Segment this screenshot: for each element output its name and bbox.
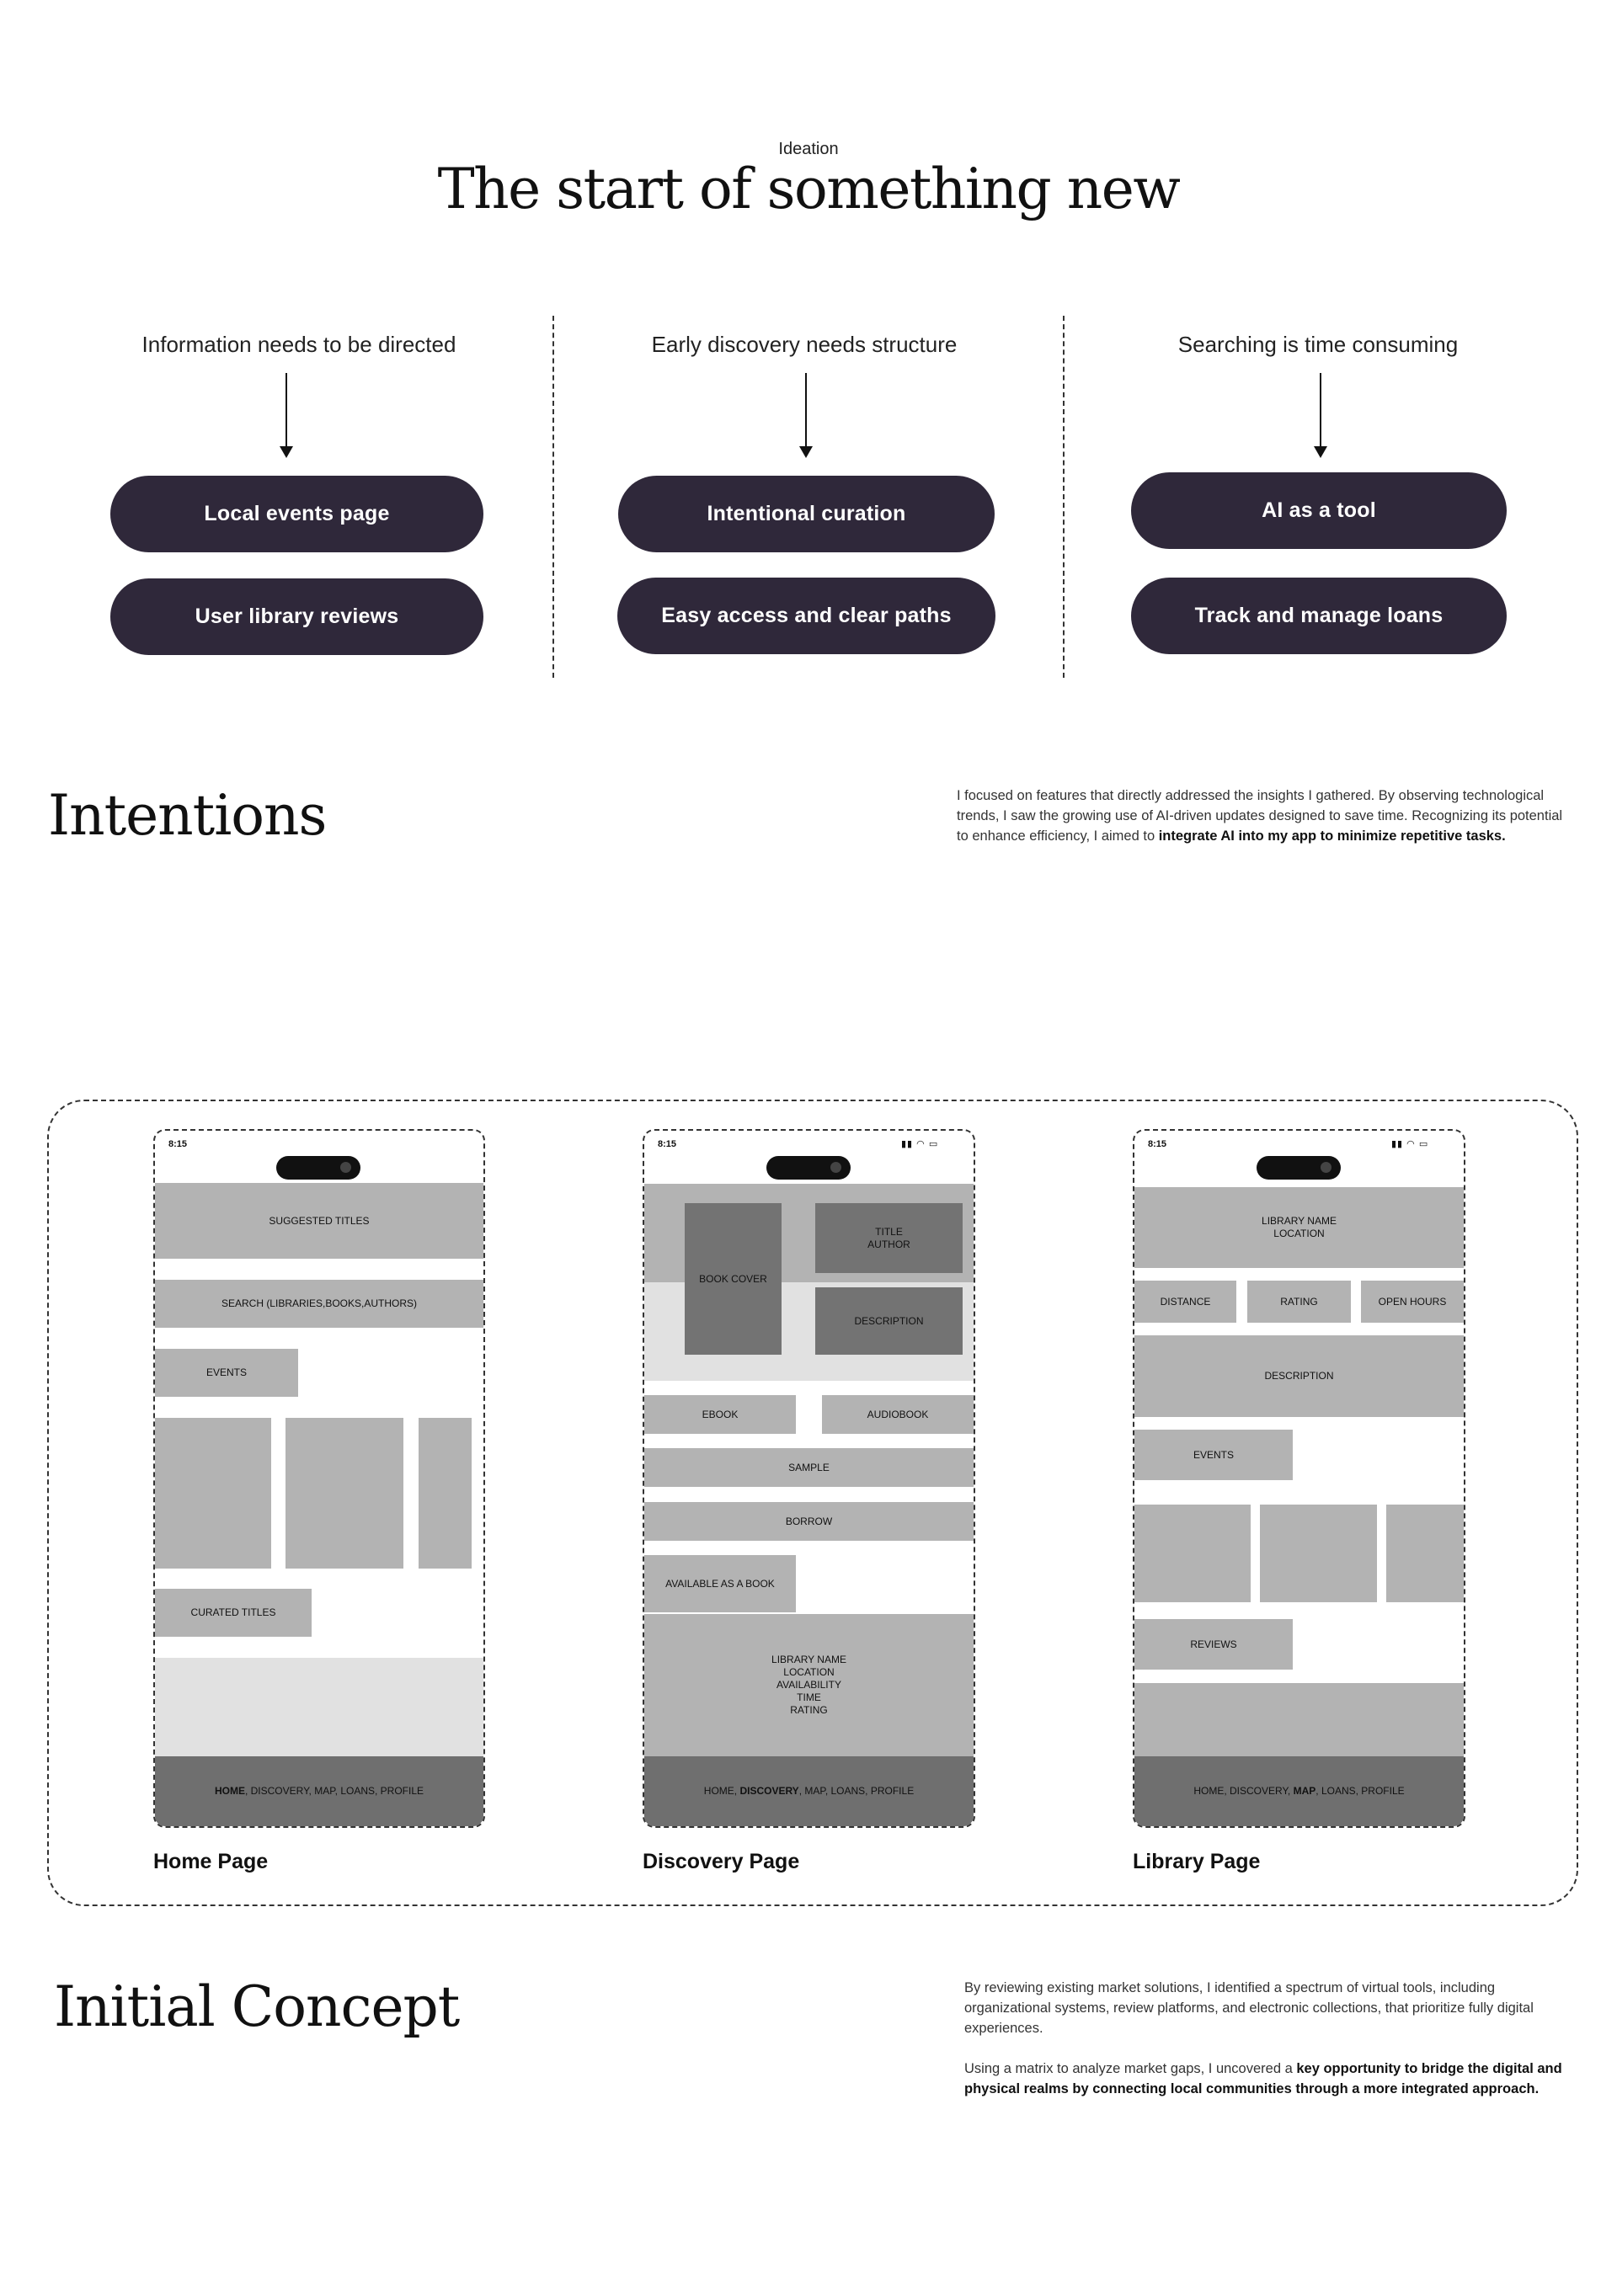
concept-highlight: key opportunity to bridge the digital and physical realms by connecting local communities through a more integrated approach. <box>964 2061 1562 2096</box>
dynamic-island <box>276 1156 360 1180</box>
arrow-head-icon <box>1314 446 1327 458</box>
status-icons: ▮▮ ◠ ▭ <box>1391 1139 1429 1149</box>
intentions-heading: Intentions <box>48 783 327 848</box>
event-card <box>1386 1505 1464 1602</box>
event-card <box>155 1418 271 1569</box>
camera-icon <box>1321 1162 1331 1173</box>
arrow-down-icon <box>805 373 807 449</box>
pill-user-reviews: User library reviews <box>110 578 483 655</box>
suggested-titles-block: SUGGESTED TITLES <box>155 1183 483 1259</box>
insight-title-1: Information needs to be directed <box>141 332 456 357</box>
camera-icon <box>830 1162 841 1173</box>
arrow-head-icon <box>799 446 813 458</box>
event-card <box>286 1418 403 1569</box>
arrow-down-icon <box>286 373 287 449</box>
arrow-head-icon <box>280 446 293 458</box>
book-cover-block: BOOK COVER <box>685 1203 782 1355</box>
library-info-block: LIBRARY NAME LOCATION AVAILABILITY TIME RATING <box>644 1614 974 1756</box>
home-wireframe <box>153 1129 485 1828</box>
bottom-nav: HOME, DISCOVERY, MAP, LOANS, PROFILE <box>1134 1756 1464 1826</box>
status-time: 8:15 <box>1148 1139 1167 1149</box>
pill-intentional-curation: Intentional curation <box>618 476 995 552</box>
event-card <box>1260 1505 1377 1602</box>
intentions-paragraph: I focused on features that directly addressed the insights I gathered. By observing technological trends, I saw the growing use of AI-driven updates designed to save time. Recognizing its potential to enhance efficiency, I aimed to integrate AI into my app to minimize repetitive tasks. <box>957 788 1563 844</box>
borrow-block: BORROW <box>644 1502 974 1541</box>
initial-concept-heading: Initial Concept <box>54 1974 460 2039</box>
concept-paragraph-2: Using a matrix to analyze market gaps, I uncovered a key opportunity to bridge the digital and physical realms by connecting local communities through a more integrated approach. <box>964 2061 1562 2096</box>
event-card <box>419 1418 472 1569</box>
camera-icon <box>340 1162 351 1173</box>
events-block: EVENTS <box>155 1349 298 1397</box>
discovery-wireframe <box>643 1129 975 1828</box>
description-block: DESCRIPTION <box>815 1287 963 1355</box>
pill-track-loans: Track and manage loans <box>1131 578 1507 654</box>
bottom-nav: HOME, DISCOVERY, MAP, LOANS, PROFILE <box>155 1756 483 1826</box>
pill-ai-tool: AI as a tool <box>1131 472 1507 549</box>
status-time: 8:15 <box>658 1139 677 1149</box>
intentions-highlight: integrate AI into my app to minimize repetitive tasks. <box>1158 828 1506 844</box>
reviews-block: REVIEWS <box>1134 1619 1293 1670</box>
insight-title-3: Searching is time consuming <box>1177 332 1459 357</box>
event-card <box>1134 1505 1251 1602</box>
concept-paragraph-1: By reviewing existing market solutions, I identified a spectrum of virtual tools, including organizational systems, review platforms, and electronic collections, that prioritize fully digital experiences. <box>964 1980 1534 2036</box>
dynamic-island <box>766 1156 851 1180</box>
arrow-down-icon <box>1320 373 1321 449</box>
curated-titles-block: CURATED TITLES <box>155 1589 312 1637</box>
column-divider <box>552 316 554 678</box>
reviews-list-block <box>1134 1683 1464 1756</box>
open-hours-block: OPEN HOURS <box>1361 1281 1464 1323</box>
library-events-block: EVENTS <box>1134 1430 1293 1480</box>
ebook-block: EBOOK <box>644 1395 796 1434</box>
available-block: AVAILABLE AS A BOOK <box>644 1555 796 1612</box>
dynamic-island <box>1257 1156 1341 1180</box>
insight-title-2: Early discovery needs structure <box>651 332 958 357</box>
rating-block: RATING <box>1247 1281 1351 1323</box>
sample-block: SAMPLE <box>644 1448 974 1487</box>
status-icons: ▮▮ ◠ ▭ <box>901 1139 939 1149</box>
home-page-label: Home Page <box>153 1850 269 1873</box>
pill-easy-access: Easy access and clear paths <box>617 578 995 654</box>
library-page-label: Library Page <box>1133 1850 1261 1873</box>
page-title: The start of something new <box>437 157 1180 221</box>
column-divider <box>1063 316 1065 678</box>
search-block: SEARCH (LIBRARIES,BOOKS,AUTHORS) <box>155 1280 483 1328</box>
audiobook-block: AUDIOBOOK <box>822 1395 974 1434</box>
bottom-nav: HOME, DISCOVERY, MAP, LOANS, PROFILE <box>644 1756 974 1826</box>
curated-carousel <box>155 1658 483 1756</box>
distance-block: DISTANCE <box>1134 1281 1236 1323</box>
discovery-page-label: Discovery Page <box>643 1850 800 1873</box>
library-wireframe <box>1133 1129 1465 1828</box>
status-time: 8:15 <box>168 1139 188 1149</box>
pill-local-events: Local events page <box>110 476 483 552</box>
section-eyebrow: Ideation <box>778 140 839 158</box>
library-name-block: LIBRARY NAME LOCATION <box>1134 1187 1464 1268</box>
library-description-block: DESCRIPTION <box>1134 1335 1464 1417</box>
title-author-block: TITLE AUTHOR <box>815 1203 963 1273</box>
